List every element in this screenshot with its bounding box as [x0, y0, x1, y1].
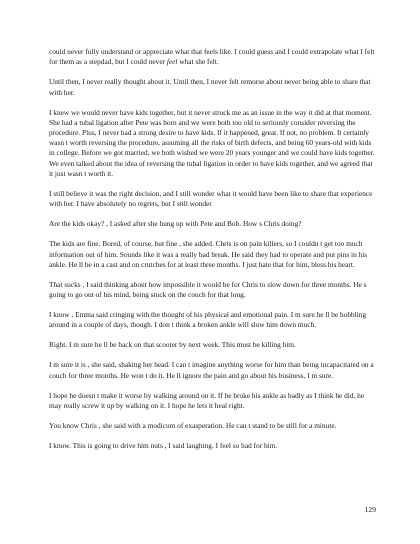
paragraph-4: I still believe it was the right decision, and I still wonder what it would have been like to share that experience with her. I have absolutely no regrets, but I still wonder: [49, 188, 373, 209]
paragraph-1-text-before: could never fully understand or appreciate what that feels like. I could guess and I could extrapolate what I felt for them as a stepdad, but I could never: [49, 47, 375, 67]
paragraph-9: Right. I m sure he ll be back on that scooter by next week. This must be killing him.: [49, 340, 296, 350]
paragraph-2: Until then, I never really thought about it. Until then, I never felt remorse about never being able to share that with her.: [49, 77, 371, 97]
paragraph-8: I know , Emma said cringing with the thought of his physical and emotional pain. I m sure he ll be hobbling around in a couple of days, though. I don t think a broken ankle will slow him down much.: [49, 310, 367, 330]
paragraph-1-emphasis: feel: [166, 57, 178, 67]
paragraph-12: You know Chris , she said with a modicum of exasperation. He can t stand to be still for a minute.: [49, 421, 337, 431]
paragraph-13: I know. This is going to drive him nuts , I said laughing. I feel so bad for him.: [49, 441, 278, 451]
paragraph-5: Are the kids okay? , I asked after she hung up with Pete and Bob. How s Chris doing?: [49, 219, 302, 229]
paragraph-6: The kids are fine. Bored, of course, but fine , she added. Chris is on pain killers, so I couldn t get too much information out of him. Sounds like it was a really bad break. He said they had to operate and put pins in his ankle. He ll be in a cast and on crutches for at least three months. I just hate that for him, bless his heart.: [49, 239, 368, 269]
paragraph-1: [49, 47, 375, 67]
paragraph-1-text-after: what she felt.: [177, 57, 219, 67]
paragraph-7: That sucks , I said thinking about how impossible it would be for Chris to slow down for three months. He s going to go out of his mind, being stuck on the couch for that long.: [49, 279, 367, 299]
paragraph-11: I hope he doesn t make it worse by walking around on it. If he broke his ankle as badly as I think he did, he may really screw it up by walking on it. I hope he lets it heal right.: [49, 390, 365, 410]
page-body-text: [49, 47, 375, 461]
paragraph-10: I m sure it is , she said, shaking her head. I can t imagine anything worse for him than being incapacitated on a couch for three months. He won t do it. He ll ignore the pain and go about his business, I m sure.: [49, 360, 374, 380]
page-number: 129: [364, 505, 376, 514]
paragraph-3: I knew we would never have kids together, but it never struck me as an issue in the way it did at that moment. She had a tubal ligation after Pete was born and we were both too old to seriously consider reversing the procedure. Plus, I never had a strong desire to have kids. If it happened, great. If not, no problem. It certainly wasn t worth reversing the procedure, assuming all the risks of birth defects, and being 60 years-old with kids in college. Before we got married, we both wished we were 20 years younger and we could have kids together. We even talked about the idea of reversing the tubal ligation in order to have kids together, and we agreed that it just wasn t worth it.: [49, 107, 375, 178]
